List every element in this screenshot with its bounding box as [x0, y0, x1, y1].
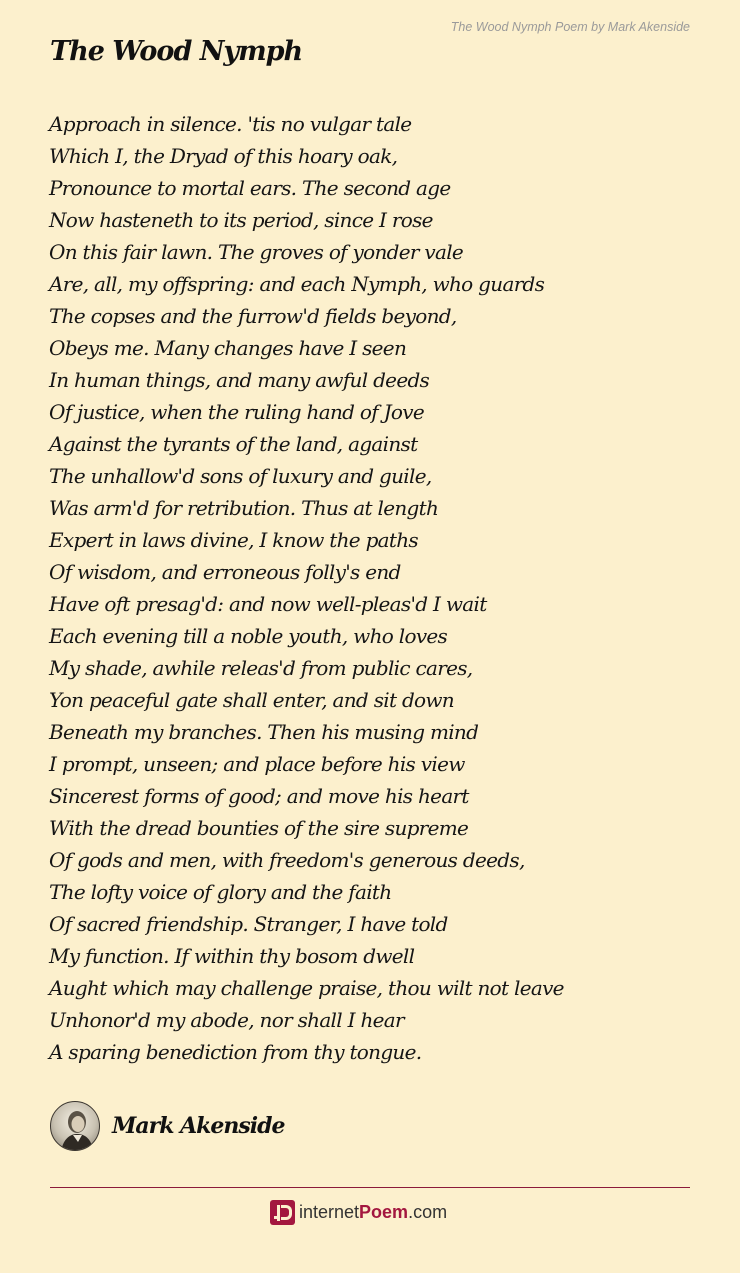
- poem-line: Of gods and men, with freedom's generous deeds,: [49, 848, 525, 872]
- poem-line: On this fair lawn. The groves of yonder vale: [49, 240, 464, 264]
- author-block[interactable]: [50, 1100, 285, 1152]
- brand-suffix: .com: [408, 1201, 448, 1222]
- footer-divider: [50, 1187, 690, 1188]
- poem-line: My shade, awhile releas'd from public cares,: [49, 656, 473, 680]
- poem-line: Unhonor'd my abode, nor shall I hear: [49, 1008, 404, 1032]
- poem-line: Of wisdom, and erroneous folly's end: [49, 560, 401, 584]
- portrait-icon: [51, 1102, 100, 1151]
- poem-title: The Wood Nymph: [50, 36, 303, 67]
- site-brand-text: [299, 1202, 447, 1223]
- poem-line: Have oft presag'd: and now well-pleas'd I wait: [49, 592, 487, 616]
- poem-line: Against the tyrants of the land, against: [49, 432, 418, 456]
- poem-line: Beneath my branches. Then his musing mind: [49, 720, 479, 744]
- poem-line: Of justice, when the ruling hand of Jove: [49, 400, 424, 424]
- poem-body: [49, 108, 564, 1068]
- poem-line: I prompt, unseen; and place before his view: [49, 752, 465, 776]
- poem-line: Pronounce to mortal ears. The second age: [49, 176, 451, 200]
- poem-line: In human things, and many awful deeds: [49, 368, 430, 392]
- poem-line: With the dread bounties of the sire supreme: [49, 816, 469, 840]
- poem-line: Obeys me. Many changes have I seen: [49, 336, 407, 360]
- brand-accent: Poem: [359, 1201, 409, 1222]
- header-caption: The Wood Nymph Poem by Mark Akenside: [450, 20, 690, 34]
- poem-line: Sincerest forms of good; and move his heart: [49, 784, 469, 808]
- poem-line: The lofty voice of glory and the faith: [49, 880, 392, 904]
- poem-line: Aught which may challenge praise, thou wilt not leave: [49, 976, 564, 1000]
- poem-line: Of sacred friendship. Stranger, I have told: [49, 912, 448, 936]
- poem-line: Are, all, my offspring: and each Nymph, who guards: [49, 272, 545, 296]
- site-brand-link[interactable]: [270, 1199, 447, 1225]
- author-avatar[interactable]: [50, 1101, 100, 1151]
- brand-prefix: internet: [299, 1201, 360, 1222]
- poem-line: My function. If within thy bosom dwell: [49, 944, 415, 968]
- internetpoem-logo-icon: [270, 1200, 295, 1225]
- poem-line: Approach in silence. 'tis no vulgar tale: [49, 112, 412, 136]
- poem-line: Now hasteneth to its period, since I rose: [49, 208, 433, 232]
- author-name[interactable]: Mark Akenside: [112, 1113, 285, 1139]
- poem-line: Expert in laws divine, I know the paths: [49, 528, 418, 552]
- poem-line: The copses and the furrow'd fields beyond,: [49, 304, 457, 328]
- poem-line: Which I, the Dryad of this hoary oak,: [49, 144, 398, 168]
- poem-line: Yon peaceful gate shall enter, and sit down: [49, 688, 454, 712]
- poem-line: Was arm'd for retribution. Thus at length: [49, 496, 439, 520]
- poem-line: The unhallow'd sons of luxury and guile,: [49, 464, 432, 488]
- poem-line: A sparing benediction from thy tongue.: [49, 1040, 422, 1064]
- poem-line: Each evening till a noble youth, who loves: [49, 624, 448, 648]
